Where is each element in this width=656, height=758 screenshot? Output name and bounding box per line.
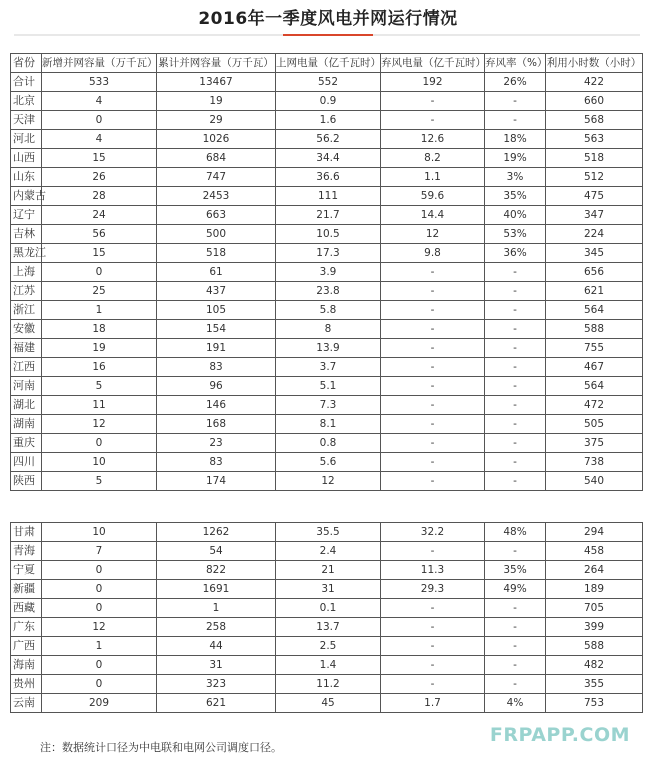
table-cell: 564 (546, 377, 643, 396)
table-row (11, 599, 643, 618)
table-cell: - (381, 301, 485, 320)
table-cell: 563 (546, 130, 643, 149)
table-cell: 31 (276, 580, 381, 599)
table-row (11, 225, 643, 244)
table-cell: - (485, 656, 546, 675)
table-cell: 29.3 (381, 580, 485, 599)
table-cell: 822 (157, 561, 276, 580)
province-cell: 广东 (11, 618, 42, 637)
table-cell: - (485, 453, 546, 472)
table-cell: - (485, 434, 546, 453)
province-cell: 河北 (11, 130, 42, 149)
province-cell: 江苏 (11, 282, 42, 301)
header-cell: 新增并网容量（万千瓦） (42, 54, 157, 73)
province-cell: 内蒙古 (11, 187, 42, 206)
table-cell: 621 (157, 694, 276, 713)
table-cell: 34.4 (276, 149, 381, 168)
table-cell: 2.4 (276, 542, 381, 561)
table-cell: 11 (42, 396, 157, 415)
table-cell: 9.8 (381, 244, 485, 263)
table-cell: - (485, 111, 546, 130)
table-cell: 0 (42, 599, 157, 618)
table-row (11, 434, 643, 453)
table-cell: 1262 (157, 523, 276, 542)
table-cell: 10 (42, 453, 157, 472)
table-cell: 518 (546, 149, 643, 168)
table-cell: 36% (485, 244, 546, 263)
header-cell: 省份 (11, 54, 42, 73)
table-cell: 191 (157, 339, 276, 358)
table-cell: 19 (157, 92, 276, 111)
table-cell: 375 (546, 434, 643, 453)
table-cell: 45 (276, 694, 381, 713)
table-cell: 49% (485, 580, 546, 599)
table-row (11, 339, 643, 358)
table-cell: 747 (157, 168, 276, 187)
province-cell: 西藏 (11, 599, 42, 618)
table-cell: 355 (546, 675, 643, 694)
table-cell: - (485, 675, 546, 694)
province-cell: 北京 (11, 92, 42, 111)
table-row (11, 187, 643, 206)
table-cell: 0 (42, 434, 157, 453)
table-cell: 1 (157, 599, 276, 618)
province-cell: 山西 (11, 149, 42, 168)
province-cell: 天津 (11, 111, 42, 130)
table-cell: 19% (485, 149, 546, 168)
table-row (11, 168, 643, 187)
table-cell: 0 (42, 263, 157, 282)
table-cell: - (381, 415, 485, 434)
table-cell: 15 (42, 244, 157, 263)
table-cell: - (485, 320, 546, 339)
table-cell: 684 (157, 149, 276, 168)
table-cell: - (381, 377, 485, 396)
table-row (11, 523, 643, 542)
table-cell: - (485, 472, 546, 491)
province-cell: 黑龙江 (11, 244, 42, 263)
table-cell: 467 (546, 358, 643, 377)
table-cell: 12.6 (381, 130, 485, 149)
province-cell: 江西 (11, 358, 42, 377)
table-cell: 621 (546, 282, 643, 301)
table-row (11, 453, 643, 472)
table-row (11, 637, 643, 656)
table-cell: - (485, 415, 546, 434)
table-row (11, 92, 643, 111)
table-cell: 154 (157, 320, 276, 339)
table-cell: 15 (42, 149, 157, 168)
table-cell: - (381, 472, 485, 491)
table-cell: 25 (42, 282, 157, 301)
table-row (11, 656, 643, 675)
table-cell: 24 (42, 206, 157, 225)
table-row (11, 73, 643, 92)
table-cell: 294 (546, 523, 643, 542)
table-cell: 21.7 (276, 206, 381, 225)
table-cell: - (381, 339, 485, 358)
table-cell: - (381, 637, 485, 656)
table-cell: 23.8 (276, 282, 381, 301)
table-cell: 0 (42, 561, 157, 580)
table-cell: 16 (42, 358, 157, 377)
table-row (11, 244, 643, 263)
table-row (11, 130, 643, 149)
table-cell: 12 (42, 415, 157, 434)
table-cell: 323 (157, 675, 276, 694)
table-cell: 264 (546, 561, 643, 580)
table-cell: - (485, 263, 546, 282)
page-title: 2016年一季度风电并网运行情况 (198, 9, 458, 29)
table-cell: 8 (276, 320, 381, 339)
header-cell: 累计并网容量（万千瓦） (157, 54, 276, 73)
province-cell: 安徽 (11, 320, 42, 339)
title-accent-bar (283, 34, 373, 36)
table-row (11, 320, 643, 339)
province-cell: 河南 (11, 377, 42, 396)
province-cell: 山东 (11, 168, 42, 187)
table-cell: 11.2 (276, 675, 381, 694)
table-cell: - (485, 358, 546, 377)
table-row (11, 282, 643, 301)
table-cell: - (381, 282, 485, 301)
table-cell: 258 (157, 618, 276, 637)
table-cell: 705 (546, 599, 643, 618)
province-cell: 湖南 (11, 415, 42, 434)
table-cell: - (381, 111, 485, 130)
table-cell: 168 (157, 415, 276, 434)
table-cell: 56 (42, 225, 157, 244)
table-row (11, 694, 643, 713)
table-cell: 111 (276, 187, 381, 206)
table-cell: 475 (546, 187, 643, 206)
table-cell: 1 (42, 301, 157, 320)
province-cell: 甘肃 (11, 523, 42, 542)
province-cell: 辽宁 (11, 206, 42, 225)
table-cell: 500 (157, 225, 276, 244)
table-cell: 29 (157, 111, 276, 130)
table-row (11, 358, 643, 377)
table-cell: 12 (276, 472, 381, 491)
table-cell: 1026 (157, 130, 276, 149)
table-cell: 663 (157, 206, 276, 225)
table-cell: 0 (42, 580, 157, 599)
table-cell: - (381, 599, 485, 618)
table-cell: 505 (546, 415, 643, 434)
table-cell: 518 (157, 244, 276, 263)
table-cell: 482 (546, 656, 643, 675)
table-header-row (11, 54, 643, 73)
table-cell: - (381, 320, 485, 339)
table-row (11, 263, 643, 282)
table-cell: 40% (485, 206, 546, 225)
table-cell: 7.3 (276, 396, 381, 415)
table-row (11, 396, 643, 415)
table-cell: 146 (157, 396, 276, 415)
table-cell: 4 (42, 92, 157, 111)
table-cell: 174 (157, 472, 276, 491)
table-cell: 11.3 (381, 561, 485, 580)
header-cell: 弃风电量（亿千瓦时） (381, 54, 485, 73)
province-cell: 福建 (11, 339, 42, 358)
table-cell: - (485, 542, 546, 561)
table-cell: 3.9 (276, 263, 381, 282)
table-cell: 105 (157, 301, 276, 320)
table-cell: 0 (42, 111, 157, 130)
table-row (11, 580, 643, 599)
table-cell: 0 (42, 675, 157, 694)
table-cell: - (381, 434, 485, 453)
table-row (11, 377, 643, 396)
province-cell: 上海 (11, 263, 42, 282)
table-cell: 5.1 (276, 377, 381, 396)
table-cell: - (381, 675, 485, 694)
table-row (11, 149, 643, 168)
table-cell: 26% (485, 73, 546, 92)
table-cell: 3% (485, 168, 546, 187)
province-cell: 贵州 (11, 675, 42, 694)
table-cell: - (381, 396, 485, 415)
table-row (11, 415, 643, 434)
grid-table-part2 (10, 522, 643, 713)
table-cell: 59.6 (381, 187, 485, 206)
table-cell: 345 (546, 244, 643, 263)
province-cell: 云南 (11, 694, 42, 713)
table-cell: 660 (546, 92, 643, 111)
table-cell: 14.4 (381, 206, 485, 225)
table-cell: - (381, 656, 485, 675)
table-cell: 755 (546, 339, 643, 358)
table-cell: 437 (157, 282, 276, 301)
table-cell: 19 (42, 339, 157, 358)
table-cell: - (485, 618, 546, 637)
table-cell: 4% (485, 694, 546, 713)
table-cell: 10.5 (276, 225, 381, 244)
table-cell: 399 (546, 618, 643, 637)
table-row (11, 301, 643, 320)
table-cell: 12 (42, 618, 157, 637)
table-cell: 738 (546, 453, 643, 472)
table-cell: 35% (485, 187, 546, 206)
table-row (11, 618, 643, 637)
table-cell: 568 (546, 111, 643, 130)
table-cell: 10 (42, 523, 157, 542)
province-cell: 重庆 (11, 434, 42, 453)
table-cell: 26 (42, 168, 157, 187)
table-cell: 3.7 (276, 358, 381, 377)
table-cell: 56.2 (276, 130, 381, 149)
table-cell: 189 (546, 580, 643, 599)
table-cell: 656 (546, 263, 643, 282)
table-cell: 224 (546, 225, 643, 244)
table-cell: 35% (485, 561, 546, 580)
table-cell: - (381, 92, 485, 111)
table-cell: 0.1 (276, 599, 381, 618)
province-cell: 陕西 (11, 472, 42, 491)
header-cell: 上网电量（亿千瓦时） (276, 54, 381, 73)
province-cell: 宁夏 (11, 561, 42, 580)
table-cell: 552 (276, 73, 381, 92)
table-cell: 588 (546, 637, 643, 656)
table-cell: 1.4 (276, 656, 381, 675)
table-cell: 533 (42, 73, 157, 92)
table-cell: 5 (42, 472, 157, 491)
table-row (11, 206, 643, 225)
table-cell: - (381, 263, 485, 282)
province-cell: 广西 (11, 637, 42, 656)
table-cell: 458 (546, 542, 643, 561)
watermark-logo: FRPAPP.COM (489, 724, 630, 746)
table-cell: 44 (157, 637, 276, 656)
table-cell: 83 (157, 358, 276, 377)
header-cell: 弃风率（%） (485, 54, 546, 73)
table-cell: 564 (546, 301, 643, 320)
table-cell: 192 (381, 73, 485, 92)
table-cell: - (485, 301, 546, 320)
table-cell: 13.7 (276, 618, 381, 637)
table-cell: 472 (546, 396, 643, 415)
table-row (11, 542, 643, 561)
header-cell: 利用小时数（小时） (546, 54, 643, 73)
table-cell: 753 (546, 694, 643, 713)
province-cell: 合计 (11, 73, 42, 92)
table-cell: - (485, 637, 546, 656)
table-cell: 209 (42, 694, 157, 713)
table-cell: - (485, 92, 546, 111)
table-cell: 1.6 (276, 111, 381, 130)
table-cell: 96 (157, 377, 276, 396)
table-cell: 18% (485, 130, 546, 149)
table-cell: 5.6 (276, 453, 381, 472)
table-cell: 2453 (157, 187, 276, 206)
table-row (11, 111, 643, 130)
table-cell: 8.2 (381, 149, 485, 168)
table-cell: 21 (276, 561, 381, 580)
table-cell: 0.9 (276, 92, 381, 111)
table-row (11, 472, 643, 491)
table-cell: 53% (485, 225, 546, 244)
table-cell: 1691 (157, 580, 276, 599)
province-cell: 吉林 (11, 225, 42, 244)
table-cell: 13.9 (276, 339, 381, 358)
table-cell: 17.3 (276, 244, 381, 263)
table-cell: 32.2 (381, 523, 485, 542)
table-cell: 23 (157, 434, 276, 453)
table-cell: 540 (546, 472, 643, 491)
table-cell: 347 (546, 206, 643, 225)
table-cell: 54 (157, 542, 276, 561)
province-cell: 海南 (11, 656, 42, 675)
table-cell: - (381, 618, 485, 637)
table-cell: - (485, 377, 546, 396)
province-cell: 四川 (11, 453, 42, 472)
province-cell: 湖北 (11, 396, 42, 415)
table-cell: 5.8 (276, 301, 381, 320)
table-cell: 2.5 (276, 637, 381, 656)
table-cell: 422 (546, 73, 643, 92)
table-cell: 48% (485, 523, 546, 542)
table-cell: 7 (42, 542, 157, 561)
table-cell: - (485, 339, 546, 358)
table-cell: - (381, 358, 485, 377)
table-cell: 31 (157, 656, 276, 675)
table-cell: 28 (42, 187, 157, 206)
table-cell: - (381, 542, 485, 561)
table-row (11, 561, 643, 580)
table-cell: 0 (42, 656, 157, 675)
footnote: 注：数据统计口径为中电联和电网公司调度口径。 (40, 741, 282, 754)
table-row (11, 675, 643, 694)
table-cell: 588 (546, 320, 643, 339)
table-cell: 61 (157, 263, 276, 282)
table-cell: 13467 (157, 73, 276, 92)
table-cell: 4 (42, 130, 157, 149)
table-cell: 36.6 (276, 168, 381, 187)
table-cell: 1 (42, 637, 157, 656)
table-cell: 1.1 (381, 168, 485, 187)
province-cell: 新疆 (11, 580, 42, 599)
province-cell: 浙江 (11, 301, 42, 320)
table-cell: 512 (546, 168, 643, 187)
province-cell: 青海 (11, 542, 42, 561)
table-cell: - (485, 599, 546, 618)
table-cell: 1.7 (381, 694, 485, 713)
table-cell: 5 (42, 377, 157, 396)
table-cell: - (485, 282, 546, 301)
table-cell: 0.8 (276, 434, 381, 453)
table-cell: - (485, 396, 546, 415)
table-cell: - (381, 453, 485, 472)
table-cell: 8.1 (276, 415, 381, 434)
table-cell: 83 (157, 453, 276, 472)
grid-table-part1 (10, 53, 643, 491)
table-cell: 35.5 (276, 523, 381, 542)
table-cell: 18 (42, 320, 157, 339)
table-cell: 12 (381, 225, 485, 244)
